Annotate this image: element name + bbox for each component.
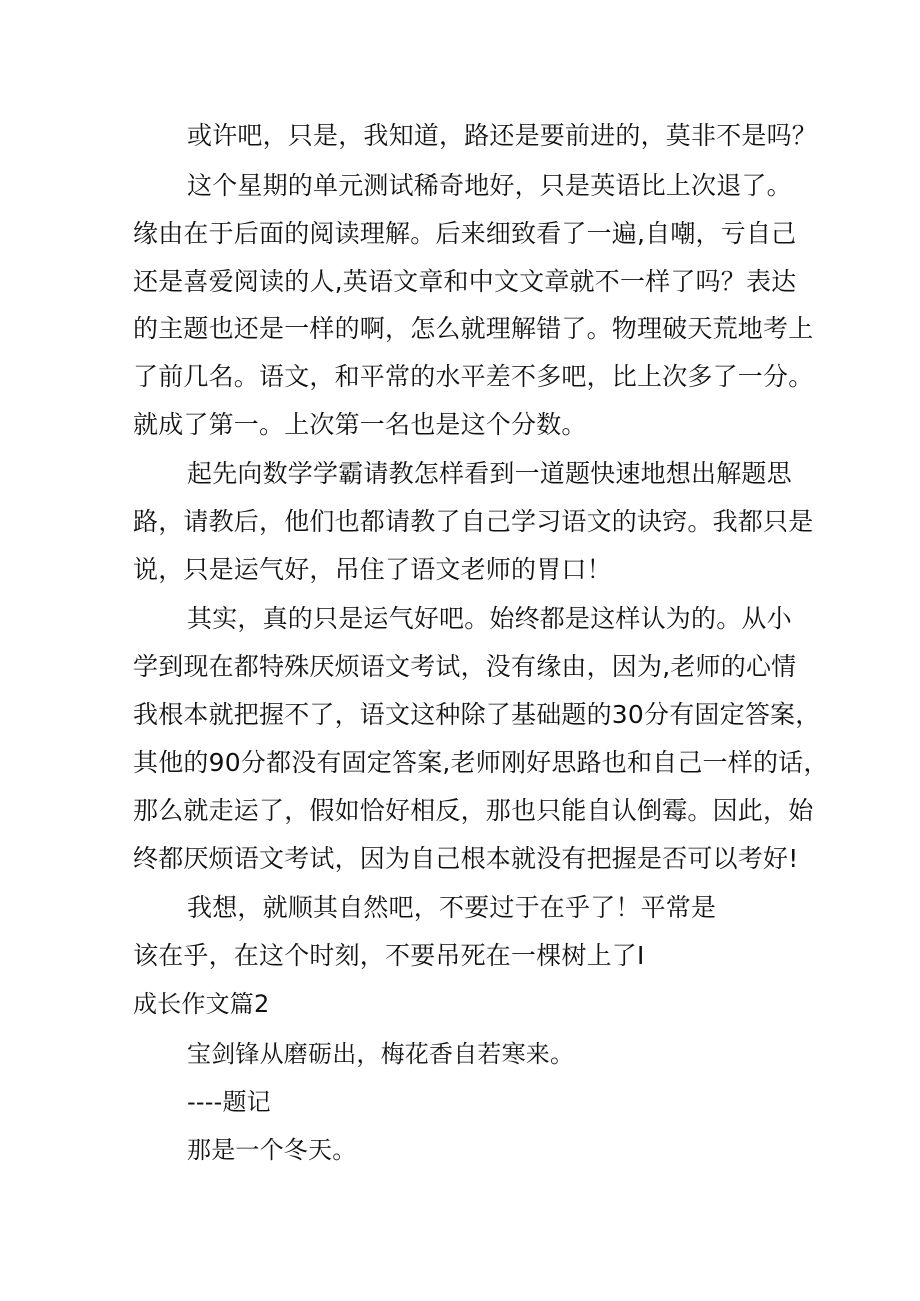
- text-line: 我根本就把握不了，语文这种除了基础题的30分有固定答案，: [133, 700, 821, 729]
- text-line: 的主题也还是一样的啊，怎么就理解错了。物理破天荒地考上: [133, 314, 814, 343]
- text-line: 宝剑锋从磨砺出，梅花香自若寒来。: [187, 1040, 575, 1068]
- text-line: 我想，就顺其自然吧，不要过于在乎了！平常是: [187, 893, 717, 922]
- text-line: 这个星期的单元测试稀奇地好，只是英语比上次退了。: [187, 171, 792, 200]
- text-line: 还是喜爱阅读的人,英语文章和中文文章就不一样了吗？表达: [133, 267, 797, 296]
- text-line: 那是一个冬天。: [187, 1136, 357, 1164]
- text-line: 其他的90分都没有固定答案,老师刚好思路也和自己一样的话，: [133, 748, 829, 777]
- epigraph-attribution: ----题记: [187, 1088, 271, 1116]
- text-line: 了前几名。语文，和平常的水平差不多吧，比上次多了一分。: [133, 362, 814, 391]
- text-line: 路，请教后，他们也都请教了自己学习语文的诀窍。我都只是: [133, 507, 814, 536]
- text-line: 其实，真的只是运气好吧。始终都是这样认为的。从小: [187, 604, 792, 633]
- section-heading: 成长作文篇2: [133, 990, 270, 1018]
- text-line: 该在乎，在这个时刻，不要吊死在一棵树上了I: [133, 941, 645, 970]
- text-line: 缘由在于后面的阅读理解。后来细致看了一遍,自嘲，亏自己: [133, 219, 797, 248]
- text-line: 那么就走运了，假如恰好相反，那也只能自认倒霉。因此，始: [133, 796, 814, 825]
- text-line: 或许吧，只是，我知道，路还是要前进的，莫非不是吗？: [187, 121, 818, 150]
- text-line: 学到现在都特殊厌烦语文考试，没有缘由，因为,老师的心情: [133, 652, 797, 681]
- text-line: 说，只是运气好，吊住了语文老师的胃口！: [133, 555, 612, 584]
- text-line: 就成了第一。上次第一名也是这个分数。: [133, 410, 587, 439]
- text-line: 终都厌烦语文考试，因为自己根本就没有把握是否可以考好!: [133, 844, 799, 873]
- text-line: 起先向数学学霸请教怎样看到一道题快速地想出解题思: [187, 459, 792, 488]
